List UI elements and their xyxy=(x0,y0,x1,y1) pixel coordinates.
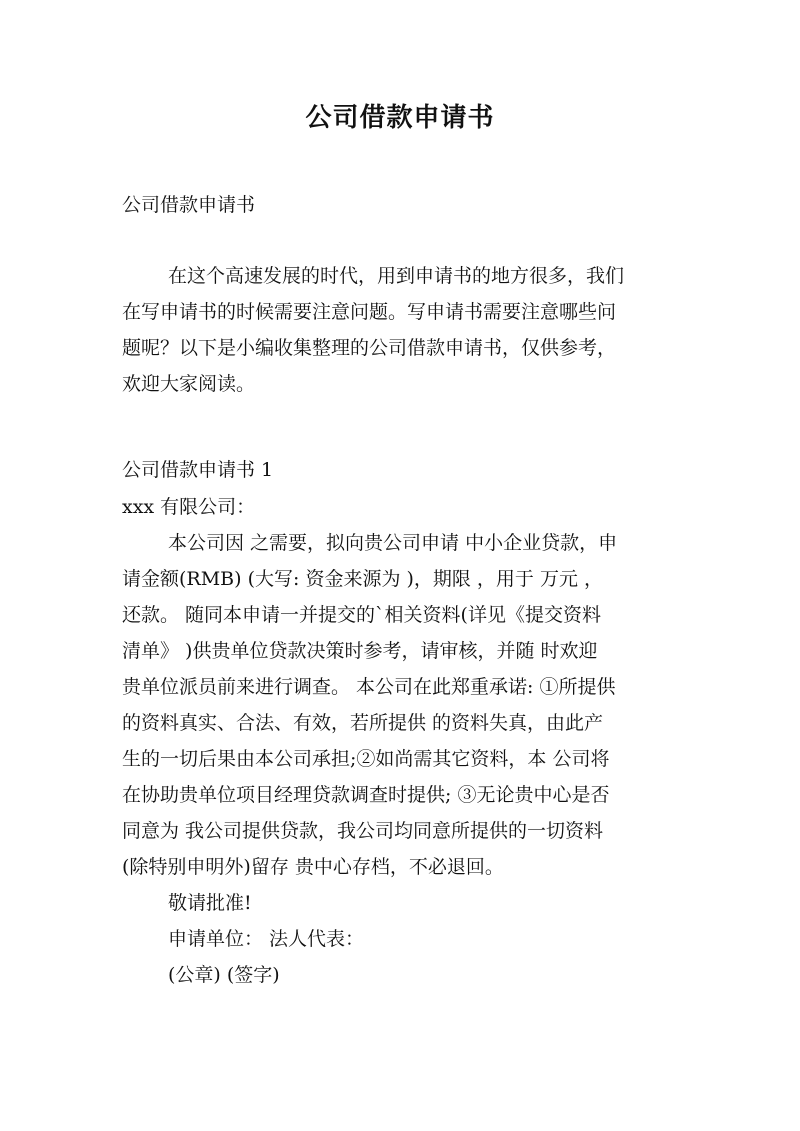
document-subtitle xyxy=(122,187,682,223)
closing-line: 敬请批准! xyxy=(168,892,252,914)
intro-line: 题呢？以下是小编收集整理的公司借款申请书，仅供参考， xyxy=(122,337,617,359)
intro-paragraph xyxy=(122,258,682,402)
intro-line: 在这个高速发展的时代，用到申请书的地方很多，我们 xyxy=(168,265,625,287)
section-heading-text: 公司借款申请书 1 xyxy=(122,459,274,481)
body-line: 本公司因 之需要，拟向贵公司申请 中小企业贷款，申 xyxy=(168,532,618,554)
intro-line: 欢迎大家阅读。 xyxy=(122,373,256,395)
seal-line: (公章) (签字) xyxy=(168,964,280,986)
section-heading xyxy=(122,452,682,488)
body-line: 的资料真实、合法、有效，若所提供 的资料失真，由此产 xyxy=(122,712,604,734)
body-line: 还款。 随同本申请一并提交的`相关资料(详见《提交资料 xyxy=(122,604,601,626)
body-line: (除特别申明外)留存 贵中心存档，不必退回。 xyxy=(122,856,504,878)
body-line: 贵单位派员前来进行调查。 本公司在此郑重承诺: ①所提供 xyxy=(122,676,616,698)
body-line: 生的一切后果由本公司承担;②如尚需其它资料，本 公司将 xyxy=(122,748,610,770)
document-title: 公司借款申请书 xyxy=(305,103,495,133)
body-line: 清单》 )供贵单位贷款决策时参考，请审核，并随 时欢迎 xyxy=(122,640,598,662)
body-line: 在协助贵单位项目经理贷款调查时提供; ③无论贵中心是否 xyxy=(122,784,610,806)
body-line: 请金额(RMB) (大写: 资金来源为 )，期限 ，用于 万元 ， xyxy=(122,568,604,590)
addressee xyxy=(122,489,682,525)
signature-line: 申请单位： 法人代表： xyxy=(168,928,365,950)
body-line: 同意为 我公司提供贷款，我公司均同意所提供的一切资料 xyxy=(122,820,604,842)
body-paragraph xyxy=(122,525,682,993)
intro-line: 在写申请书的时候需要注意问题。写申请书需要注意哪些问 xyxy=(122,301,617,323)
addressee-text: xxx 有限公司： xyxy=(122,496,256,518)
subtitle-text: 公司借款申请书 xyxy=(122,194,256,216)
